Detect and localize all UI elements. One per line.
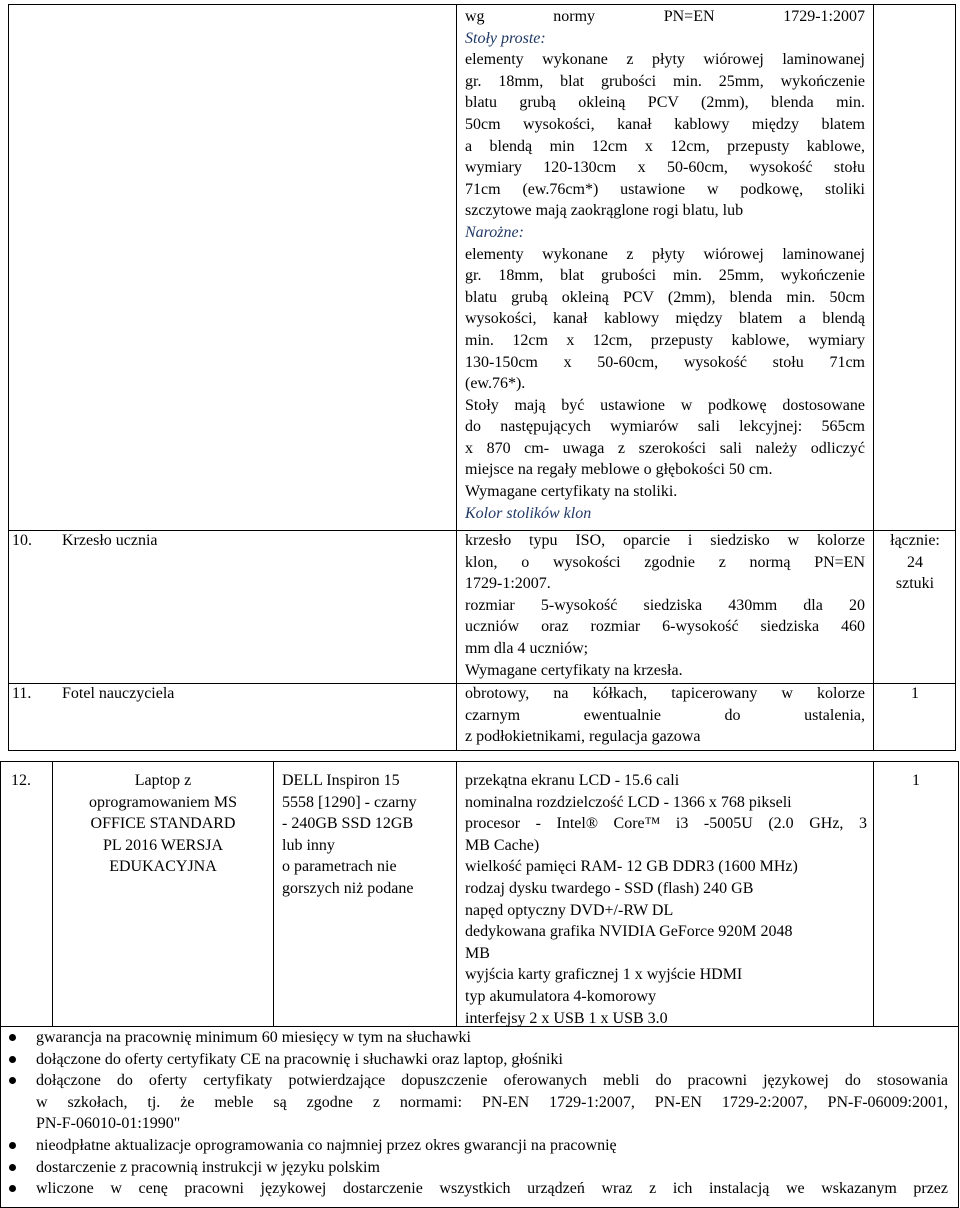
text-line: sztuki [895,575,935,593]
text-line: - 240GB SSD 12GB [282,815,414,833]
bullet-icon [9,1142,16,1149]
teacher-chair-description [465,683,865,748]
item-name: Krzesło ucznia [62,532,158,549]
chair-description [465,530,865,681]
table-border-bottom [8,750,956,751]
text-line: 50cm wysokości, kanał kablowy między blatem [465,115,865,133]
text-line: 71cm (ew.76cm*) ustawione w podkowę, stoliki [465,180,865,198]
text-line: dołączone do oferty certyfikaty CE na pracownię i słuchawki oraz laptop, głośniki [36,1050,563,1068]
text-line: DELL Inspiron 15 [282,772,400,789]
text-line: MB [465,944,490,962]
text-line: (ew.76*). [465,375,526,393]
text-line: gr. 18mm, blat grubości min. 25mm, wykończenie [465,72,865,90]
text-line: wielkość pamięci RAM- 12 GB DDR3 (1600 MHz) [465,858,798,876]
column-divider [456,761,457,1027]
row-number: 10. [12,532,32,549]
text-line: PL 2016 WERSJA [102,836,223,854]
text-line: interfejsy 2 x USB 1 x USB 3.0 [465,1009,668,1027]
quantity: 1 [911,685,919,702]
text-line: do następujących wymiarów sali lekcyjnej: 565cm [465,418,865,436]
list-item-text [36,1157,948,1179]
list-item [0,1178,960,1200]
item-name [53,770,273,878]
column-divider [873,4,874,751]
text-line: dołączone do oferty certyfikaty potwierdzające dopuszczenie oferowanych mebli do pracowni językowej do stosowania [36,1072,948,1090]
text-line: nominalna rozdzielczość LCD - 1366 x 768 pikseli [465,793,792,811]
text-line: rodzaj dysku twardego - SSD (flash) 240 GB [465,879,754,897]
row-number: 11. [12,685,32,702]
text-line: procesor - Intel® Core™ i3 -5005U (2.0 GHz, 3 [465,815,867,833]
column-divider [873,761,874,1027]
text-line: uczniów oraz rozmiar 6-wysokość siedziska 460 [465,618,865,636]
text-line: wg normy PN=EN 1729-1:2007 [465,8,865,25]
text-line: wymiary 120-130cm x 50-60cm, wysokość stołu [465,159,865,177]
text-line: min. 12cm x 12cm, przepusty kablowe, wymiary [465,331,865,349]
bullet-icon [9,1077,16,1084]
list-item [0,1049,960,1071]
bullet-icon [9,1056,16,1063]
model-description [282,770,454,900]
text-line: 24 [907,553,923,571]
text-line: dostarczenie z pracownią instrukcji w języku polskim [36,1158,380,1176]
text-line: Stoły mają być ustawione w podkowę dostosowane [465,396,865,414]
text-line: Wymagane certyfikaty na krzesła. [465,661,683,679]
text-line: czarnym ewentualnie do ustalenia, [465,706,865,724]
text-line: elementy wykonane z płyty wiórowej laminowanej [465,245,865,263]
list-item-text [36,1049,948,1071]
list-item [0,1157,960,1179]
row-number: 12. [11,772,31,789]
text-line: Narożne: [465,223,524,241]
text-line: 5558 [1290] - czarny [282,793,417,811]
table-border-right [955,4,956,751]
text-line: typ akumulatora 4-komorowy [465,987,657,1005]
requirements-list [0,1027,960,1200]
quantity [874,530,956,595]
text-line: mm dla 4 uczniów; [465,639,589,657]
table-border-top [8,4,956,5]
laptop-specification [465,770,867,1029]
text-line: miejsce na regały meblowe o głębokości 50 cm. [465,461,773,479]
text-line: łącznie: [890,532,940,549]
list-item-text [36,1027,948,1049]
text-line: gr. 18mm, blat grubości min. 25mm, wykończenie [465,267,865,285]
text-line: wysokości, kanał kablowy między blatem a blendą [465,310,865,328]
list-item [0,1070,960,1135]
text-line: rozmiar 5-wysokość siedziska 430mm dla 20 [465,596,865,614]
text-line: dedykowana grafika NVIDIA GeForce 920M 2048 [465,923,793,941]
text-line: obrotowy, na kółkach, tapicerowany w kolorze [465,685,865,702]
text-line: 130-150cm x 50-60cm, wysokość stołu 71cm [465,353,865,371]
text-line: Kolor stolików klon [465,504,592,522]
list-item [0,1027,960,1049]
text-line: gwarancja na pracownię minimum 60 miesięcy w tym na słuchawki [36,1029,471,1046]
text-line: wliczone w cenę pracowni językowej dostarczenie wszystkich urządzeń wraz z ich instalacją we wskazanym przez [36,1180,948,1198]
text-line: z podłokietnikami, regulacja gazowa [465,728,701,746]
table-border-left [8,4,9,751]
column-divider [456,4,457,751]
text-line: o parametrach nie [282,858,397,876]
text-line: elementy wykonane z płyty wiórowej laminowanej [465,51,865,69]
text-line: EDUKACYJNA [109,858,217,876]
text-line: w szkołach, tj. że meble są zgodne z normami: PN-EN 1729-1:2007, PN-EN 1729-2:2007, PN-F-06009:2001, [36,1093,948,1111]
text-line: a blendą min 12cm x 12cm, przepusty kablowe, [465,137,865,155]
bullet-icon [9,1034,16,1041]
list-item-text [36,1070,948,1135]
quantity: 1 [912,772,920,789]
bullet-icon [9,1164,16,1171]
text-line: przekątna ekranu LCD - 15.6 cali [465,772,680,789]
list-item-text [36,1178,948,1200]
text-line: szczytowe mają zaokrąglone rogi blatu, lub [465,202,744,220]
text-line: gorszych niż podane [282,879,414,897]
item-name: Fotel nauczyciela [62,685,175,702]
list-item [0,1135,960,1157]
text-line: 1729-1:2007. [465,575,551,593]
text-line: MB Cache) [465,836,540,854]
text-line: blatu grubą okleiną PCV (2mm), blenda min. 50cm [465,288,865,306]
desk-description [465,6,865,524]
text-line: blatu grubą okleiną PCV (2mm), blenda min. [465,94,865,112]
text-line: oprogramowaniem MS [89,793,237,811]
text-line: napęd optyczny DVD+/-RW DL [465,901,674,919]
text-line: PN-F-06010-01:1990" [36,1115,181,1133]
list-item-text [36,1135,948,1157]
text-line: nieodpłatne aktualizacje oprogramowania co najmniej przez okres gwarancji na pracownię [36,1136,617,1154]
table-border-top [0,761,959,762]
column-divider [273,761,274,1027]
text-line: krzesło typu ISO, oparcie i siedzisko w kolorze [465,532,865,549]
text-line: Laptop z [134,772,192,789]
text-line: wyjścia karty graficznej 1 x wyjście HDMI [465,966,743,984]
text-line: Stoły proste: [465,29,546,47]
text-line: lub inny [282,836,335,854]
text-line: x 870 cm- uwaga z szerokości sali należy odliczyć [465,439,865,457]
text-line: OFFICE STANDARD [90,815,236,833]
text-line: Wymagane certyfikaty na stoliki. [465,483,678,501]
bullet-icon [9,1185,16,1192]
text-line: klon, o wysokości zgodnie z normą PN=EN [465,553,865,571]
